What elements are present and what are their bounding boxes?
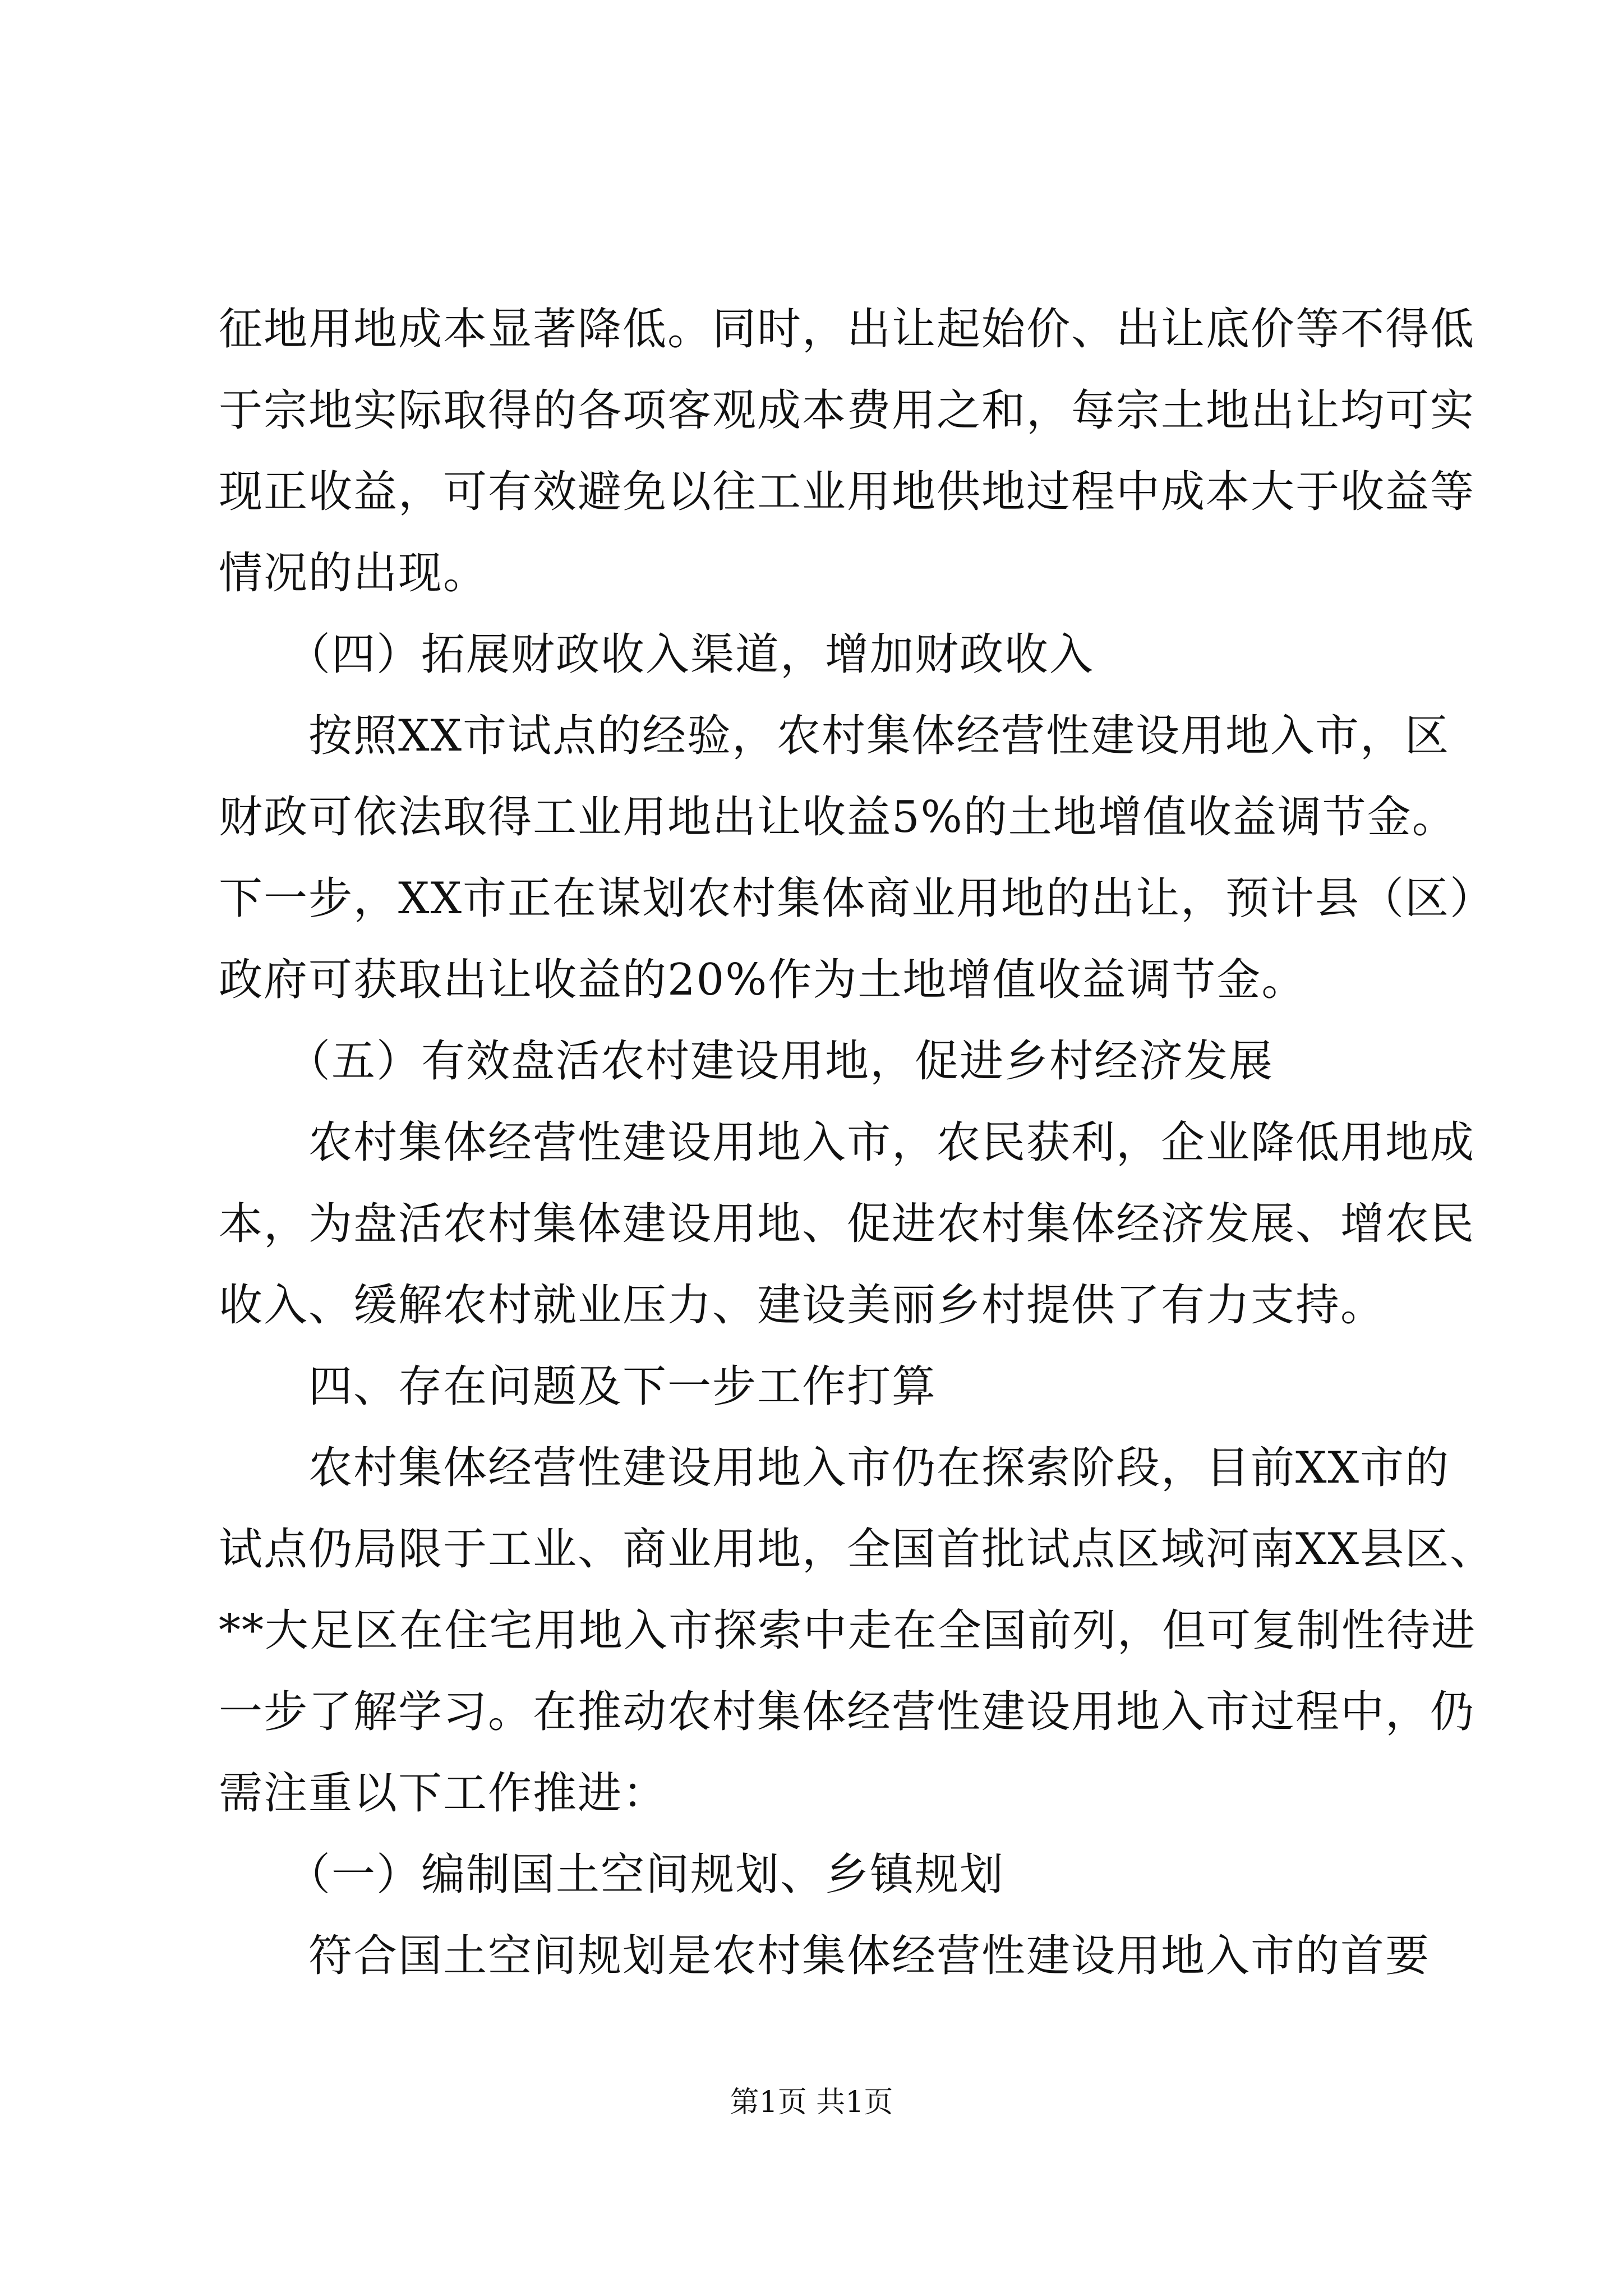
page-footer: 第1页 共1页: [730, 2086, 893, 2119]
section-heading: （四）拓展财政收入渠道，增加财政收入: [219, 629, 1095, 680]
text-line: 按照XX市试点的经验，农村集体经营性建设用地入市，区: [219, 711, 1450, 761]
text-line: 政府可获取出让收益的20%作为土地增值收益调节金。: [219, 955, 1307, 1005]
text-line: 试点仍局限于工业、商业用地，全国首批试点区域河南XX县区、: [219, 1524, 1495, 1575]
text-line: 情况的出现。: [219, 548, 488, 599]
section-heading: （一）编制国土空间规划、乡镇规划: [219, 1849, 1005, 1900]
text-line: 财政可依法取得工业用地出让收益5%的土地增值收益调节金。: [219, 792, 1457, 843]
text-line: 本，为盘活农村集体建设用地、促进农村集体经济发展、增农民: [219, 1199, 1476, 1249]
section-heading: （五）有效盘活农村建设用地，促进乡村经济发展: [219, 1036, 1274, 1087]
text-line: 农村集体经营性建设用地入市，农民获利，企业降低用地成: [219, 1117, 1476, 1168]
text-line: 征地用地成本显著降低。同时，出让起始价、出让底价等不得低: [219, 304, 1476, 355]
text-line: 下一步，XX市正在谋划农村集体商业用地的出让，预计县（区）: [219, 873, 1495, 924]
text-line: **大足区在住宅用地入市探索中走在全国前列，但可复制性待进: [219, 1605, 1477, 1656]
text-line: 一步了解学习。在推动农村集体经营性建设用地入市过程中，仍: [219, 1687, 1476, 1737]
section-heading: 四、存在问题及下一步工作打算: [219, 1361, 937, 1412]
text-line: 符合国土空间规划是农村集体经营性建设用地入市的首要: [219, 1931, 1431, 1981]
text-line: 现正收益，可有效避免以往工业用地供地过程中成本大于收益等: [219, 467, 1476, 517]
document-body: [219, 289, 1495, 1997]
text-line: 农村集体经营性建设用地入市仍在探索阶段，目前XX市的: [219, 1443, 1450, 1493]
text-line: 于宗地实际取得的各项客观成本费用之和，每宗土地出让均可实: [219, 385, 1476, 436]
text-line: 需注重以下工作推进：: [219, 1768, 668, 1819]
text-line: 收入、缓解农村就业压力、建设美丽乡村提供了有力支持。: [219, 1280, 1386, 1331]
